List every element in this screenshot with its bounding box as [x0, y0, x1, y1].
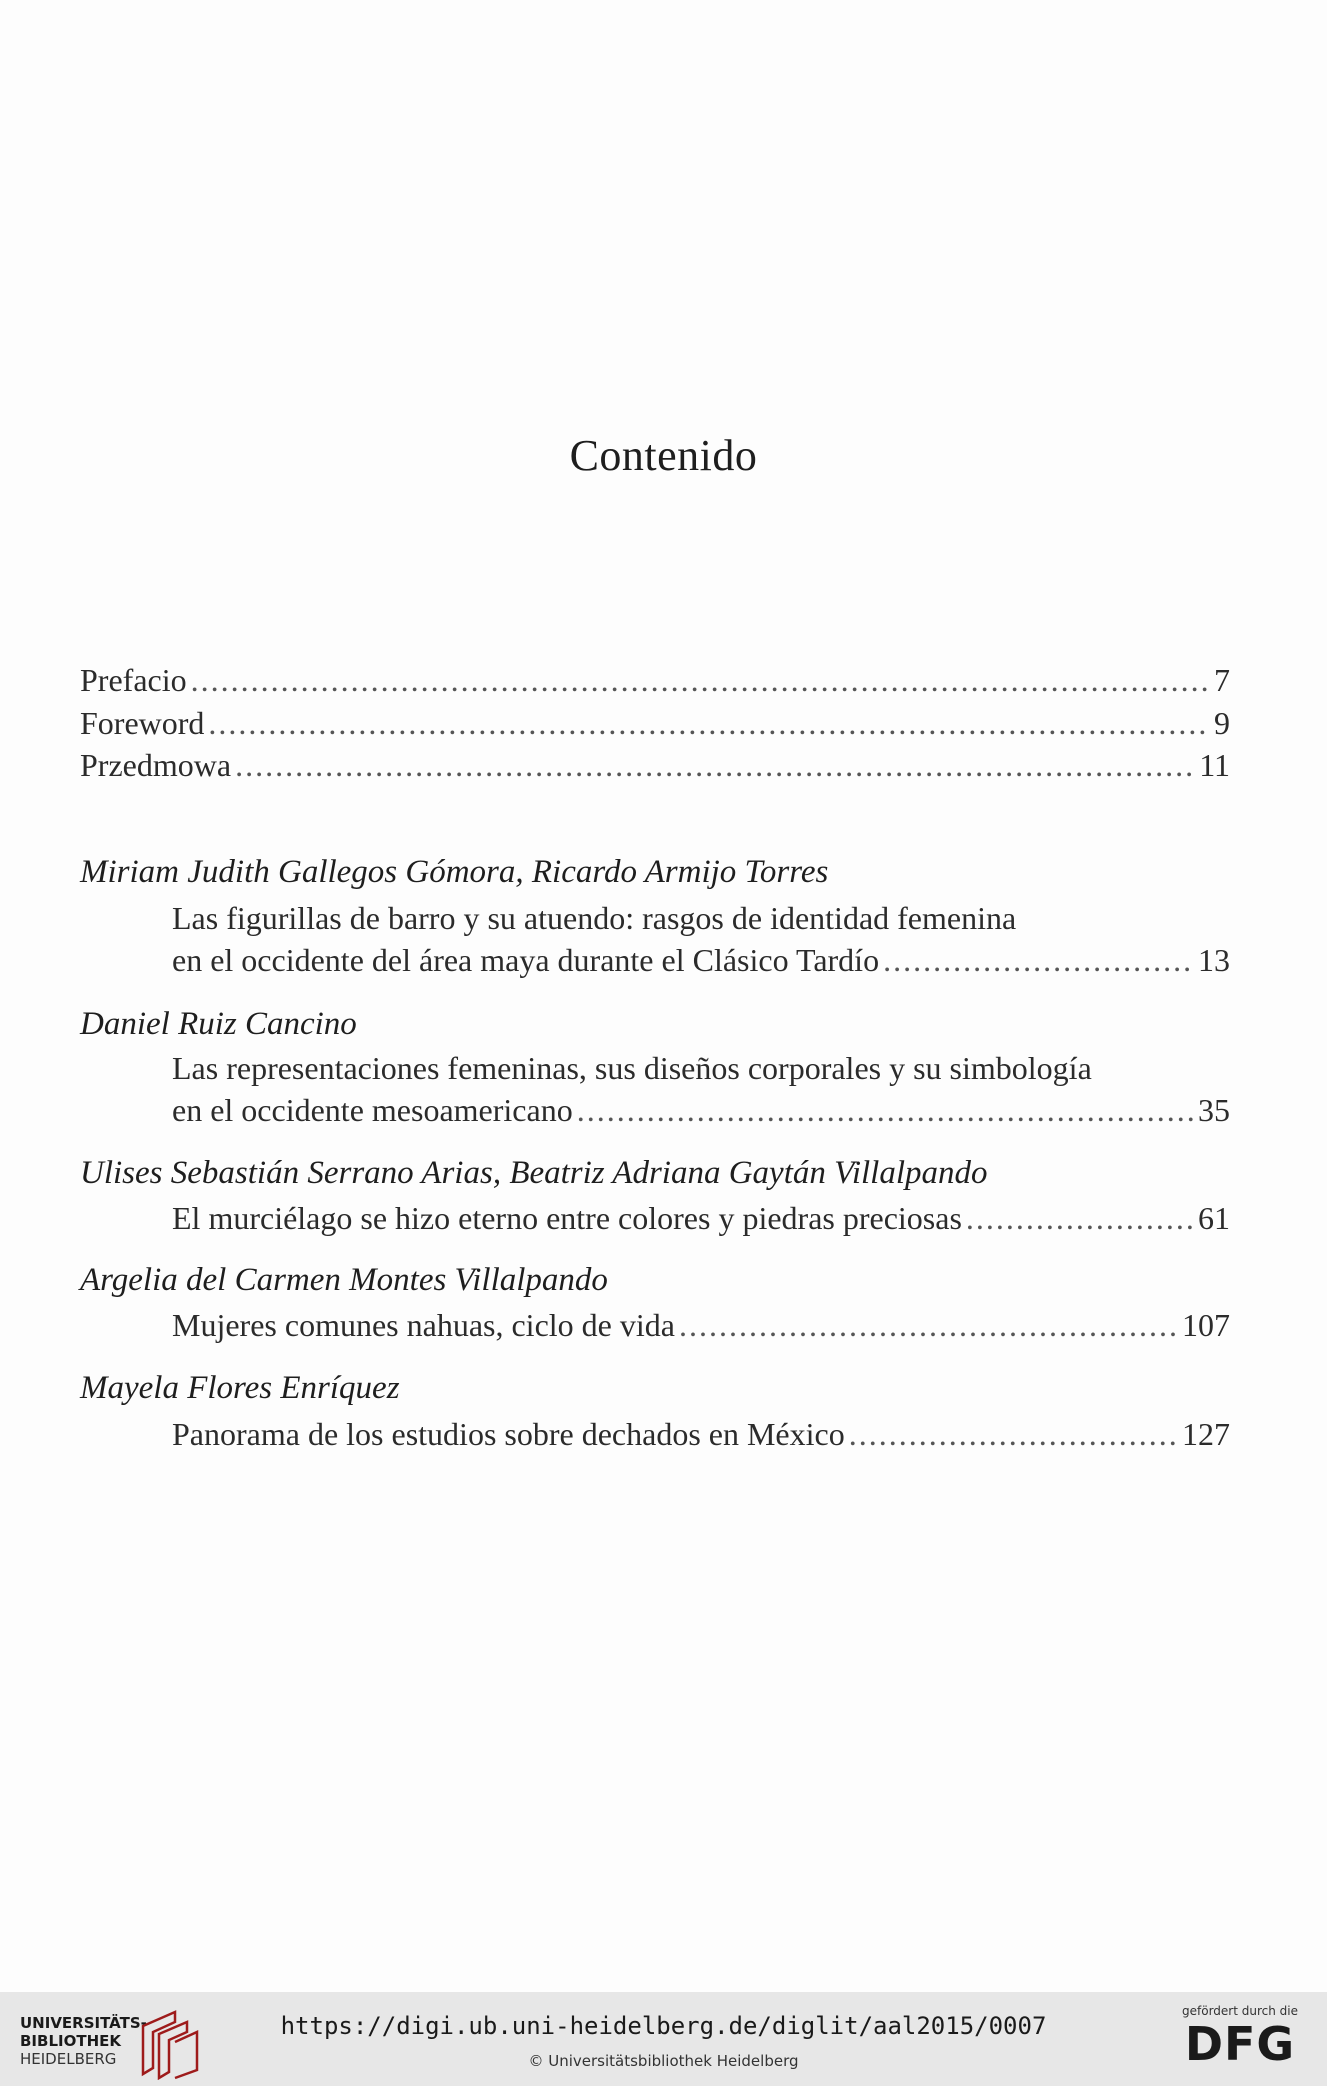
- toc-entry-foreword[interactable]: [80, 703, 1230, 743]
- chapter-author: Ulises Sebastián Serrano Arias, Beatriz Adriana Gaytán Villalpando: [80, 1155, 988, 1191]
- dfg-logo[interactable]: [1175, 2004, 1305, 2070]
- toc-entry-label: Przedmowa: [80, 747, 232, 783]
- toc-entry-label: Prefacio: [80, 662, 187, 698]
- dfg-funded-by: gefördert durch die: [1182, 2004, 1298, 2018]
- leader-dots: [883, 940, 1194, 980]
- chapter-title-line[interactable]: Las representaciones femeninas, sus diseños corporales y su simbología: [172, 1050, 1092, 1086]
- toc-page-number: 11: [1199, 747, 1230, 783]
- digitization-footer: [0, 1992, 1327, 2086]
- library-name-line1: UNIVERSITÄTS-: [20, 2014, 147, 2032]
- chapter-author: Mayela Flores Enríquez: [80, 1370, 400, 1406]
- toc-page-number: 35: [1198, 1092, 1230, 1128]
- toc-page-number: 107: [1182, 1307, 1230, 1343]
- chapter-title-line: Mujeres comunes nahuas, ciclo de vida: [172, 1307, 675, 1343]
- toc-entry-przedmowa[interactable]: [80, 745, 1230, 785]
- toc-page-number: 13: [1198, 942, 1230, 978]
- toc-page-number: 9: [1214, 705, 1230, 741]
- copyright-notice: © Universitätsbibliothek Heidelberg: [528, 2052, 799, 2070]
- leader-dots: [577, 1090, 1194, 1130]
- chapter-author: Argelia del Carmen Montes Villalpando: [80, 1262, 608, 1298]
- chapter-title-line: en el occidente del área maya durante el Clásico Tardío: [172, 942, 880, 978]
- leader-dots: [966, 1198, 1194, 1238]
- chapter-author: Miriam Judith Gallegos Gómora, Ricardo Armijo Torres: [80, 854, 829, 890]
- dfg-wordmark: DFG: [1184, 2017, 1296, 2071]
- chapter-title-line: en el occidente mesoamericano: [172, 1092, 573, 1128]
- toc-entry-chapter[interactable]: [172, 1305, 1230, 1345]
- page-title: Contenido: [569, 431, 758, 480]
- library-name-line3: HEIDELBERG: [20, 2050, 117, 2068]
- chapter-title-line[interactable]: Las figurillas de barro y su atuendo: rasgos de identidad femenina: [172, 900, 1017, 936]
- chapter-title-line: Panorama de los estudios sobre dechados en México: [172, 1416, 845, 1452]
- toc-page-number: 127: [1182, 1416, 1230, 1452]
- leader-dots: [235, 745, 1195, 785]
- toc-entry-chapter[interactable]: [172, 940, 1230, 980]
- toc-page-number: 7: [1214, 662, 1230, 698]
- leader-dots: [849, 1414, 1178, 1454]
- toc-entry-chapter[interactable]: [172, 1090, 1230, 1130]
- source-url-link[interactable]: https://digi.ub.uni-heidelberg.de/diglit/aal2015/0007: [280, 2012, 1047, 2040]
- library-name-line2: BIBLIOTHEK: [20, 2032, 121, 2050]
- toc-entry-prefacio[interactable]: [80, 660, 1230, 700]
- leader-dots: [679, 1305, 1178, 1345]
- leader-dots: [208, 703, 1210, 743]
- chapter-author: Daniel Ruiz Cancino: [80, 1006, 357, 1042]
- leader-dots: [191, 660, 1210, 700]
- toc-entry-label: Foreword: [80, 705, 205, 741]
- toc-entry-chapter[interactable]: [172, 1414, 1230, 1454]
- toc-entry-chapter[interactable]: [172, 1198, 1230, 1238]
- chapter-title-line: El murciélago se hizo eterno entre colores y piedras preciosas: [172, 1200, 962, 1236]
- toc-page-number: 61: [1198, 1200, 1230, 1236]
